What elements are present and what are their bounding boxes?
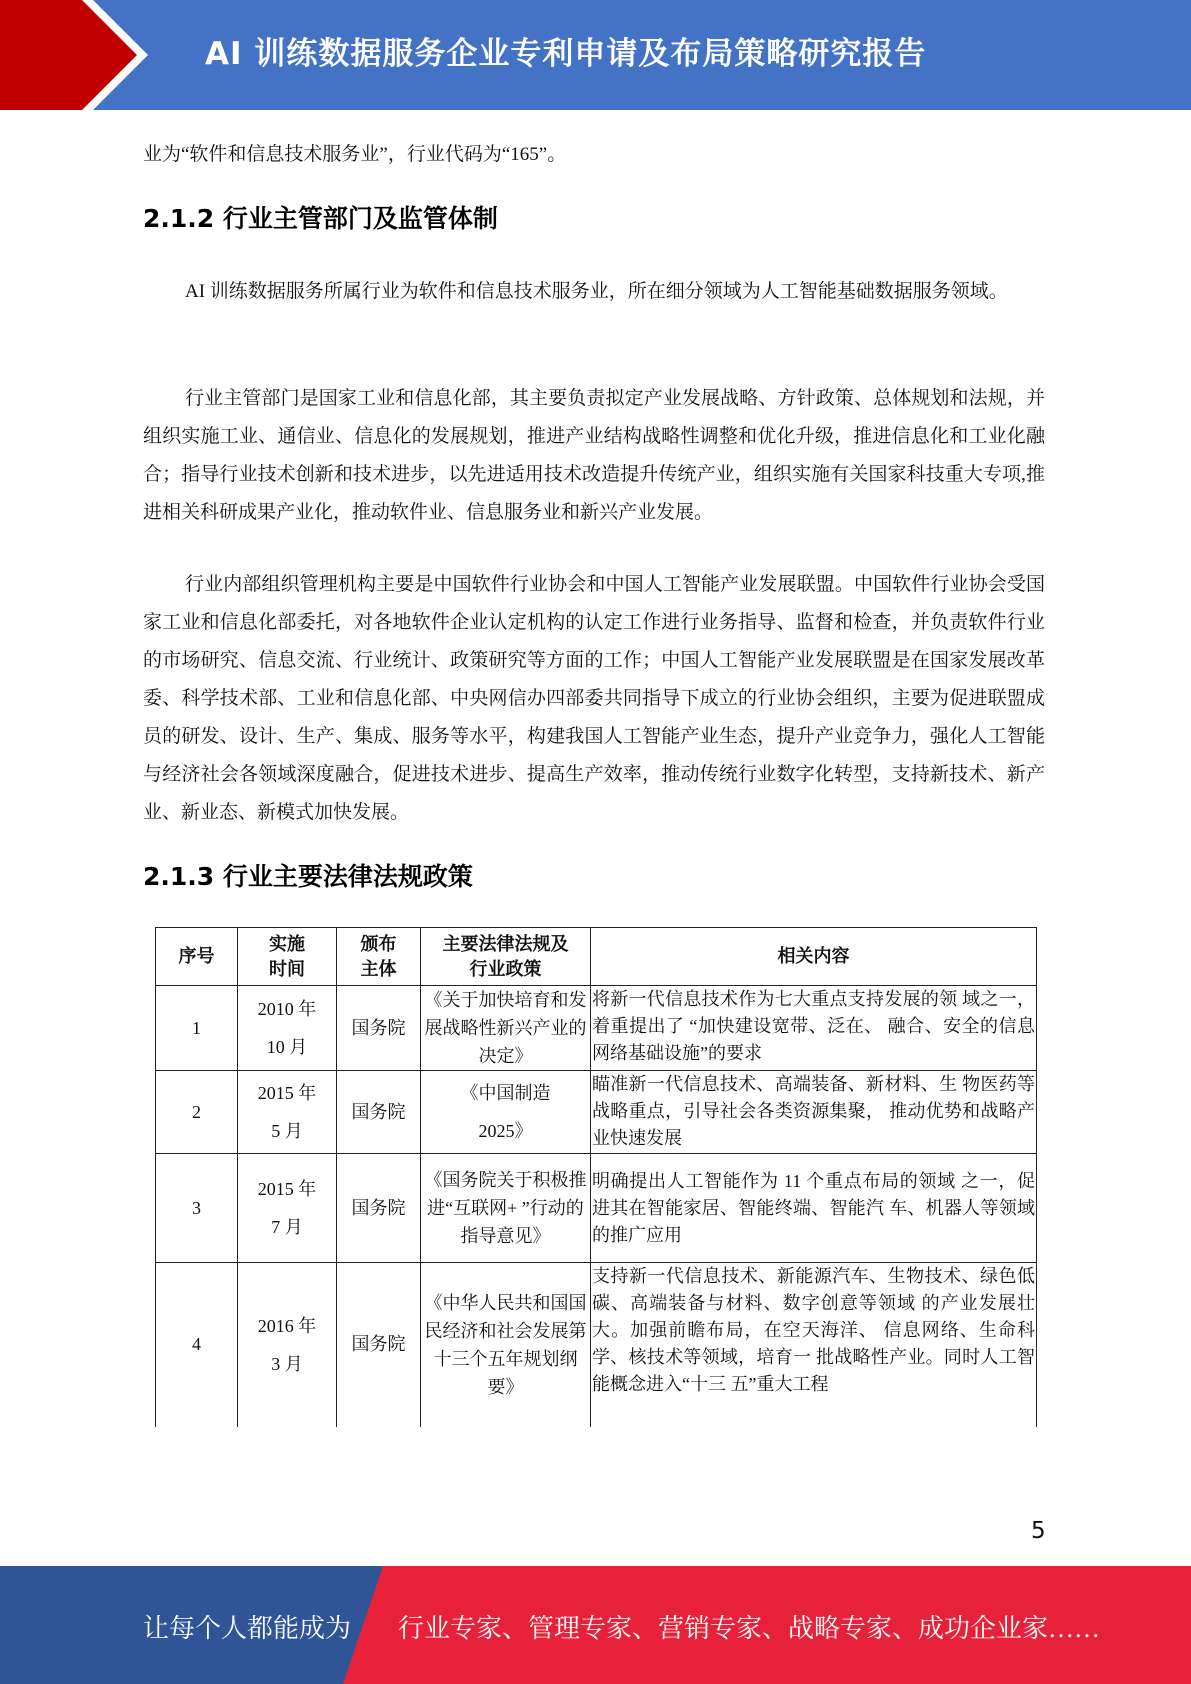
cell-content: 明确提出人工智能作为 11 个重点布局的领域 之一，促进其在智能家居、智能终端、智能汽 车、机器人等领域的推广应用 (591, 1154, 1037, 1263)
cell-date: 2010 年 10 月 (238, 986, 337, 1071)
cell-issuer: 国务院 (337, 1263, 421, 1427)
table-row (156, 1263, 1037, 1427)
cell-policy: 《中国制造 2025》 (421, 1071, 591, 1154)
table-header-row (156, 928, 1037, 986)
cell-issuer: 国务院 (337, 1154, 421, 1263)
cell-policy: 《中华人民共和国国民经济和社会发展第十三个五年规划纲要》 (421, 1263, 591, 1427)
cell-policy: 《关于加快培育和发展战略性新兴产业的决定》 (421, 986, 591, 1071)
footer-slogan-right: 行业专家、管理专家、营销专家、战略专家、成功企业家…… (398, 1614, 1101, 1643)
header-issuer: 颁布 主体 (337, 928, 421, 986)
section-heading-2-1-3: 2.1.3 行业主要法律法规政策 (143, 862, 473, 891)
cell-policy: 《国务院关于积极推进“互联网+ ”行动的指导意见》 (421, 1154, 591, 1263)
paragraph-industry-field: AI 训练数据服务所属行业为软件和信息技术服务业，所在细分领域为人工智能基础数据服务领域。 (185, 281, 1008, 302)
cell-no: 4 (156, 1263, 238, 1427)
paragraph-competent-department: 行业主管部门是国家工业和信息化部，其主要负责拟定产业发展战略、方针政策、总体规划和法规，并组织实施工业、通信业、信息化的发展规划，推进产业结构战略性调整和优化升级，推进信息化和工业化融合；指导行业技术创新和技术进步，以先进适用技术改造提升传统产业，组织实施有关国家科技重大专项,推进相关科研成果产业化，推动软件业、信息服务业和新兴产业发展。 (143, 388, 1045, 523)
cell-date: 2015 年 5 月 (238, 1071, 337, 1154)
policy-table (155, 927, 1037, 1427)
cell-no: 3 (156, 1154, 238, 1263)
cell-issuer: 国务院 (337, 1071, 421, 1154)
section-heading-2-1-2: 2.1.2 行业主管部门及监管体制 (143, 204, 498, 233)
header-no: 序号 (156, 928, 238, 986)
cell-content: 将新一代信息技术作为七大重点支持发展的领 域之一，着重提出了 “加快建设宽带、泛在、 融合、安全的信息网络基础设施”的要求 (591, 986, 1037, 1071)
page-header (0, 0, 1191, 110)
cell-no: 2 (156, 1071, 238, 1154)
cell-date: 2015 年 7 月 (238, 1154, 337, 1263)
cell-content: 瞄准新一代信息技术、高端装备、新材料、生 物医药等战略重点，引导社会各类资源集聚， 推动优势和战略产业快速发展 (591, 1071, 1037, 1154)
paragraph-industry-organizations: 行业内部组织管理机构主要是中国软件行业协会和中国人工智能产业发展联盟。中国软件行业协会受国家工业和信息化部委托，对各地软件企业认定机构的认定工作进行业务指导、监督和检查，并负责软件行业的市场研究、信息交流、行业统计、政策研究等方面的工作；中国人工智能产业发展联盟是在国家发展改革委、科学技术部、工业和信息化部、中央网信办四部委共同指导下成立的行业协会组织，主要为促进联盟成员的研发、设计、生产、集成、服务等水平，构建我国人工智能产业生态，提升产业竞争力，强化人工智能与经济社会各领域深度融合，促进技术进步、提高生产效率，推动传统行业数字化转型，支持新技术、新产业、新业态、新模式加快发展。 (143, 574, 1045, 823)
header-policy: 主要法律法规及 行业政策 (421, 928, 591, 986)
header-date: 实施 时间 (238, 928, 337, 986)
footer-slogan-left: 让每个人都能成为 (143, 1614, 352, 1643)
cell-date: 2016 年 3 月 (238, 1263, 337, 1427)
cell-content: 支持新一代信息技术、新能源汽车、生物技术、绿色低碳、高端装备与材料、数字创意等领域 的产业发展壮大。加强前瞻布局，在空天海洋、 信息网络、生命科学、核技术等领域，培育一 批战略性产业。同时人工智能概念进入“十三 五”重大工程 (591, 1263, 1037, 1427)
paragraph-industry-code: 业为“软件和信息技术服务业”，行业代码为“165”。 (143, 144, 567, 165)
header-content: 相关内容 (591, 928, 1037, 986)
cell-no: 1 (156, 986, 238, 1071)
cell-issuer: 国务院 (337, 986, 421, 1071)
table-row (156, 1154, 1037, 1263)
report-title: AI 训练数据服务企业专利申请及布局策略研究报告 (205, 36, 927, 72)
table-row (156, 986, 1037, 1071)
table-row (156, 1071, 1037, 1154)
page-number: 5 (1031, 1518, 1046, 1544)
